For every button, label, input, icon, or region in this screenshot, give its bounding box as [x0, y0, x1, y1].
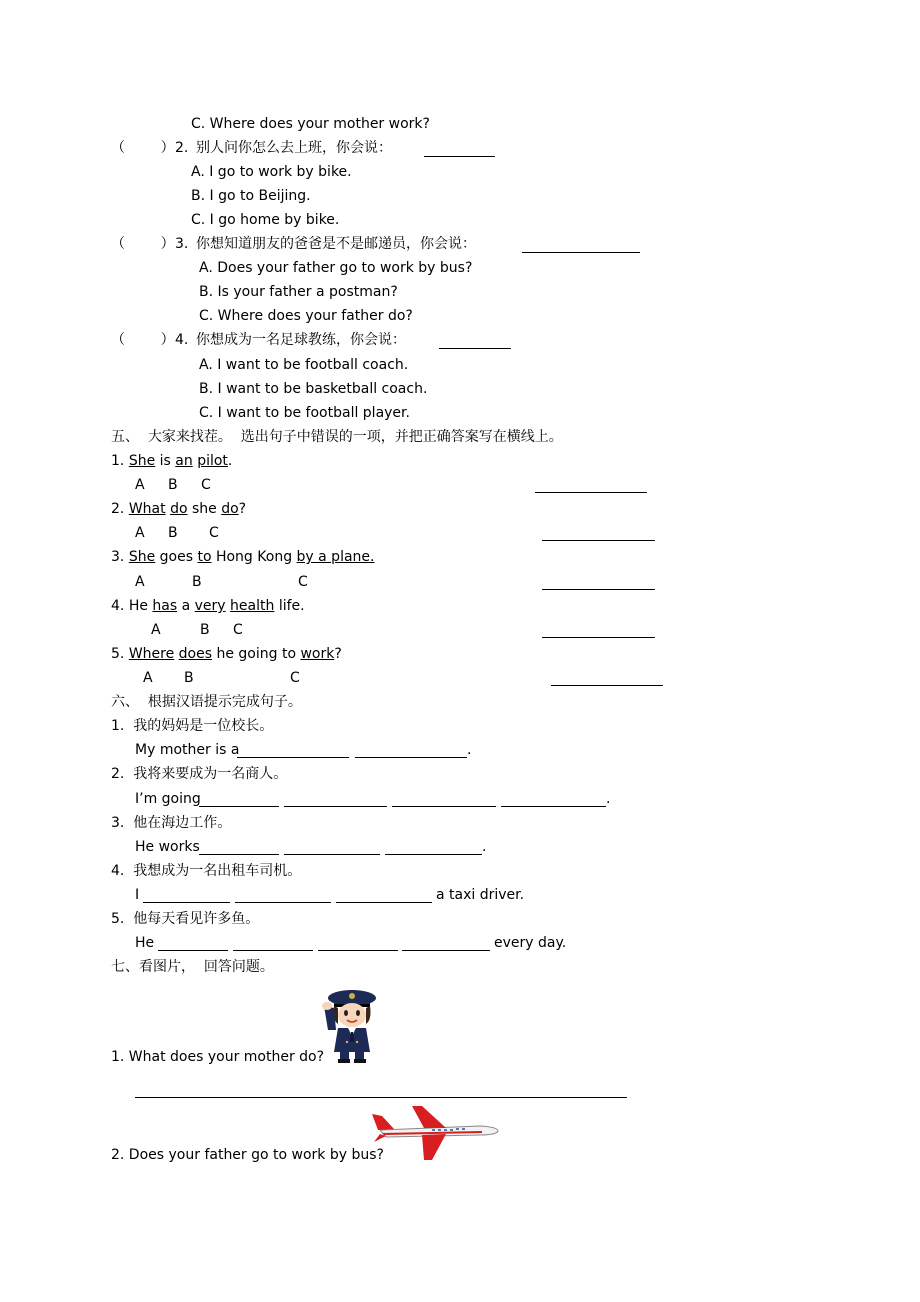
- q4-paren: （ ）: [111, 332, 175, 348]
- s6-2-chinese: 2. 我将来要成为一名商人。: [111, 766, 288, 782]
- s5-4-letter-c: C: [233, 622, 243, 638]
- s6-4-blank-3[interactable]: [336, 902, 432, 903]
- q1-option-c: C. Where does your mother work?: [191, 116, 430, 132]
- s7-question-1: 1. What does your mother do?: [111, 1049, 325, 1065]
- s5-2-letter-b: B: [168, 525, 178, 541]
- s7-question-2: 2. Does your father go to work by bus?: [111, 1147, 384, 1163]
- q3-paren: （ ）: [111, 236, 175, 252]
- q4-option-a: A. I want to be football coach.: [199, 357, 409, 373]
- s5-4-letter-b: B: [200, 622, 210, 638]
- s6-5-end: every day.: [494, 935, 567, 951]
- q2-option-b: B. I go to Beijing.: [191, 188, 311, 204]
- s5-3-letter-b: B: [192, 574, 202, 590]
- s5-1-letter-a: A: [135, 477, 145, 493]
- s6-3-blank-1[interactable]: [199, 854, 279, 855]
- s5-5-answer-line[interactable]: [551, 685, 663, 686]
- s5-5-letter-a: A: [143, 670, 153, 686]
- s7-answer-line-1[interactable]: [135, 1097, 627, 1098]
- q3-option-a: A. Does your father go to work by bus?: [199, 260, 473, 276]
- q4-stem: 你想成为一名足球教练，你会说：: [196, 332, 406, 348]
- s6-2-blank-2[interactable]: [284, 806, 387, 807]
- s5-5-letter-b: B: [184, 670, 194, 686]
- s5-sentence-1: 1. She is an pilot.: [111, 453, 233, 469]
- q4-option-b: B. I want to be basketball coach.: [199, 381, 428, 397]
- q2-stem: 别人问你怎么去上班，你会说：: [196, 140, 392, 156]
- s6-1-chinese: 1. 我的妈妈是一位校长。: [111, 718, 274, 734]
- s5-5-letter-c: C: [290, 670, 300, 686]
- q3-option-b: B. Is your father a postman?: [199, 284, 398, 300]
- s5-4-letter-a: A: [151, 622, 161, 638]
- s6-1-blank-2[interactable]: [355, 757, 467, 758]
- s6-4-chinese: 4. 我想成为一名出租车司机。: [111, 863, 302, 879]
- q2-answer-line[interactable]: [424, 156, 495, 157]
- s6-5-blank-2[interactable]: [233, 950, 313, 951]
- s6-4-blank-2[interactable]: [235, 902, 331, 903]
- s6-2-blank-1[interactable]: [199, 806, 279, 807]
- s5-2-letter-c: C: [209, 525, 219, 541]
- s5-sentence-3: 3. She goes to Hong Kong by a plane.: [111, 549, 375, 565]
- s6-2-end: .: [606, 791, 611, 807]
- q4-option-c: C. I want to be football player.: [199, 405, 410, 421]
- policewoman-icon: [316, 986, 386, 1064]
- s5-sentence-4: 4. He has a very health life.: [111, 598, 305, 614]
- s6-1-end: .: [467, 742, 472, 758]
- section5-heading: 五、 大家来找茬。 选出句子中错误的一项，并把正确答案写在横线上。: [111, 429, 563, 445]
- s6-3-blank-2[interactable]: [284, 854, 380, 855]
- airplane-icon: [372, 1104, 500, 1162]
- q2-paren: （ ）: [111, 140, 175, 156]
- s6-4-end: a taxi driver.: [436, 887, 525, 903]
- s6-5-blank-3[interactable]: [318, 950, 398, 951]
- s6-5-blank-4[interactable]: [402, 950, 490, 951]
- section6-heading: 六、 根据汉语提示完成句子。: [111, 694, 302, 710]
- s5-sentence-2: 2. What do she do?: [111, 501, 247, 517]
- s6-3-start: He works: [135, 839, 200, 855]
- s6-2-blank-4[interactable]: [501, 806, 606, 807]
- q2-option-c: C. I go home by bike.: [191, 212, 340, 228]
- s6-4-start: I: [135, 887, 140, 903]
- s5-1-letter-c: C: [201, 477, 211, 493]
- q4-answer-line[interactable]: [439, 348, 511, 349]
- s6-1-blank-1[interactable]: [237, 757, 349, 758]
- q3-option-c: C. Where does your father do?: [199, 308, 413, 324]
- s5-sentence-5: 5. Where does he going to work?: [111, 646, 342, 662]
- q2-number: 2.: [175, 140, 189, 156]
- s5-2-answer-line[interactable]: [542, 540, 655, 541]
- s5-4-answer-line[interactable]: [542, 637, 655, 638]
- s6-3-blank-3[interactable]: [385, 854, 482, 855]
- section7-heading: 七、看图片， 回答问题。: [111, 959, 274, 975]
- s5-1-answer-line[interactable]: [535, 492, 647, 493]
- s6-5-blank-1[interactable]: [158, 950, 228, 951]
- s5-3-letter-c: C: [298, 574, 308, 590]
- q2-option-a: A. I go to work by bike.: [191, 164, 352, 180]
- s6-2-blank-3[interactable]: [392, 806, 496, 807]
- s5-3-letter-a: A: [135, 574, 145, 590]
- q4-number: 4.: [175, 332, 189, 348]
- s6-3-chinese: 3. 他在海边工作。: [111, 815, 232, 831]
- s6-4-blank-1[interactable]: [143, 902, 230, 903]
- s5-3-answer-line[interactable]: [542, 589, 655, 590]
- s6-1-start: My mother is a: [135, 742, 240, 758]
- s6-3-end: .: [482, 839, 487, 855]
- s5-2-letter-a: A: [135, 525, 145, 541]
- s6-2-start: I’m going: [135, 791, 201, 807]
- q3-answer-line[interactable]: [522, 252, 640, 253]
- q3-stem: 你想知道朋友的爸爸是不是邮递员，你会说：: [196, 236, 476, 252]
- s6-5-start: He: [135, 935, 155, 951]
- s5-1-letter-b: B: [168, 477, 178, 493]
- q3-number: 3.: [175, 236, 189, 252]
- s6-5-chinese: 5. 他每天看见许多鱼。: [111, 911, 260, 927]
